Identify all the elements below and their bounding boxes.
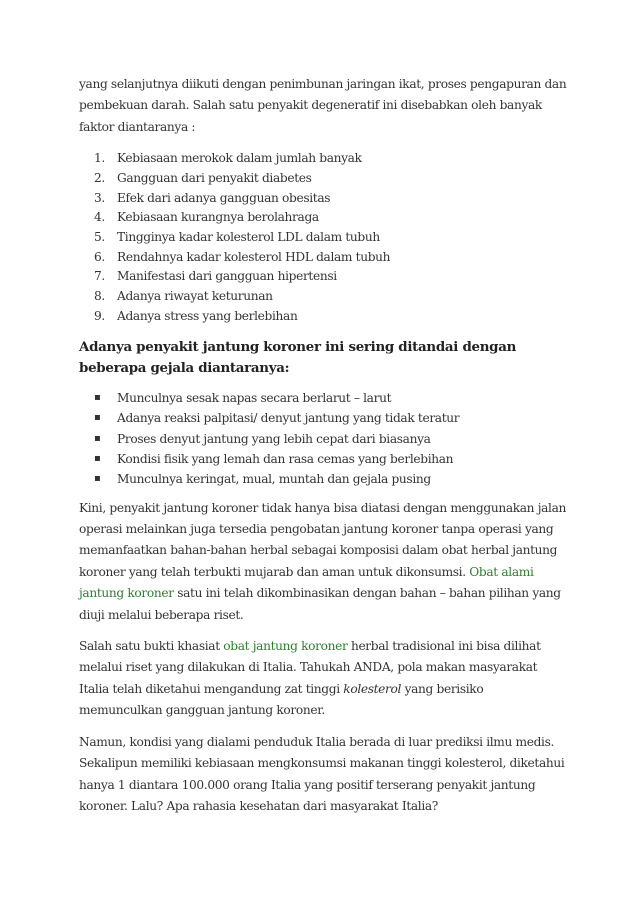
list-item — [79, 169, 569, 189]
paragraph-text: satu ini telah dikombinasikan dengan bahan – bahan pilihan yang diuji melalui beberapa riset. — [79, 586, 561, 622]
list-number: 4. — [94, 210, 105, 225]
list-item — [79, 388, 569, 408]
list-item-text: Kebiasaan merokok dalam jumlah banyak — [117, 151, 362, 166]
list-item — [79, 149, 569, 169]
symptoms-heading: Adanya penyakit jantung koroner ini sering ditandai dengan beberapa gejala diantaranya: — [79, 338, 517, 377]
list-item-text: Rendahnya kadar kolesterol HDL dalam tubuh — [117, 249, 391, 264]
list-item — [79, 189, 569, 209]
list-item — [79, 449, 569, 469]
list-item — [79, 228, 569, 248]
intro-paragraph: yang selanjutnya diikuti dengan penimbunan jaringan ikat, proses pengapuran dan pembekuan darah. Salah satu penyakit degeneratif ini disebabkan oleh banyak faktor diantaranya : — [79, 77, 567, 134]
document-content — [79, 74, 569, 817]
list-number: 7. — [94, 269, 105, 284]
bullet-icon: ▪ — [94, 392, 101, 404]
bullet-icon: ▪ — [94, 432, 101, 444]
paragraph-text: herbal tradisional ini bisa dilihat melalui riset yang dilakukan di Italia. Tahukah ANDA, pola makan masyarakat Italia telah diketahui mengandung zat tinggi — [79, 639, 541, 696]
list-number: 5. — [94, 230, 105, 245]
list-item — [79, 248, 569, 268]
paragraph-text: Kini, penyakit jantung koroner tidak hanya bisa diatasi dengan menggunakan jalan operasi melainkan juga tersedia pengobatan jantung koroner tanpa operasi yang memanfaatkan bahan-bahan herbal sebagai komposisi dalam obat herbal jantung koroner yang telah terbukti mujarab dan aman untuk dikonsumsi. — [79, 500, 567, 579]
paragraph-treatment — [79, 498, 569, 626]
paragraph-research — [79, 636, 569, 722]
list-item — [79, 208, 569, 228]
list-item — [79, 469, 569, 489]
list-item-text: Kebiasaan kurangnya berolahraga — [117, 210, 319, 225]
list-number: 8. — [94, 289, 105, 304]
list-item-text: Munculnya keringat, mual, muntah dan gejala pusing — [117, 472, 431, 487]
paragraph-italia: Namun, kondisi yang dialami penduduk Italia berada di luar prediksi ilmu medis. Sekalipun memiliki kebiasaan mengkonsumsi makanan tinggi kolesterol, diketahui hanya 1 diantara 100.000 orang Italia yang positif terserang penyakit jantung koroner. Lalu? Apa rahasia kesehatan dari masyarakat Italia? — [79, 734, 565, 813]
list-item-text: Tingginya kadar kolesterol LDL dalam tubuh — [117, 230, 380, 245]
list-item — [79, 287, 569, 307]
symptoms-list — [79, 388, 569, 489]
list-item-text: Adanya stress yang berlebihan — [117, 308, 298, 323]
causes-list — [79, 149, 569, 326]
list-item-text: Adanya reaksi palpitasi/ denyut jantung yang tidak teratur — [117, 411, 460, 426]
list-number: 9. — [94, 308, 105, 323]
list-number: 1. — [94, 151, 105, 166]
obat-jantung-link[interactable]: obat jantung koroner — [223, 639, 348, 654]
list-item-text: Proses denyut jantung yang lebih cepat dari biasanya — [117, 431, 431, 446]
list-number: 3. — [94, 190, 105, 205]
list-item-text: Gangguan dari penyakit diabetes — [117, 170, 312, 185]
list-item-text: Manifestasi dari gangguan hipertensi — [117, 269, 337, 284]
list-item-text: Kondisi fisik yang lemah dan rasa cemas yang berlebihan — [117, 452, 454, 467]
list-item-text: Adanya riwayat keturunan — [117, 289, 273, 304]
paragraph-text: Salah satu bukti khasiat — [79, 639, 224, 654]
list-number: 6. — [94, 249, 105, 264]
list-number: 2. — [94, 170, 105, 185]
list-item — [79, 429, 569, 449]
bullet-icon: ▪ — [94, 473, 101, 485]
paragraph-text: yang berisiko memunculkan gangguan jantung koroner. — [79, 681, 484, 718]
obat-alami-link[interactable]: Obat alami jantung koroner — [79, 564, 534, 601]
list-item — [79, 267, 569, 287]
list-item-text: Efek dari adanya gangguan obesitas — [117, 190, 331, 205]
kolesterol-italic: kolesterol — [343, 681, 402, 696]
list-item — [79, 408, 569, 428]
bullet-icon: ▪ — [94, 412, 101, 424]
list-item — [79, 307, 569, 327]
bullet-icon: ▪ — [94, 453, 101, 465]
list-item-text: Munculnya sesak napas secara berlarut – larut — [117, 391, 392, 406]
